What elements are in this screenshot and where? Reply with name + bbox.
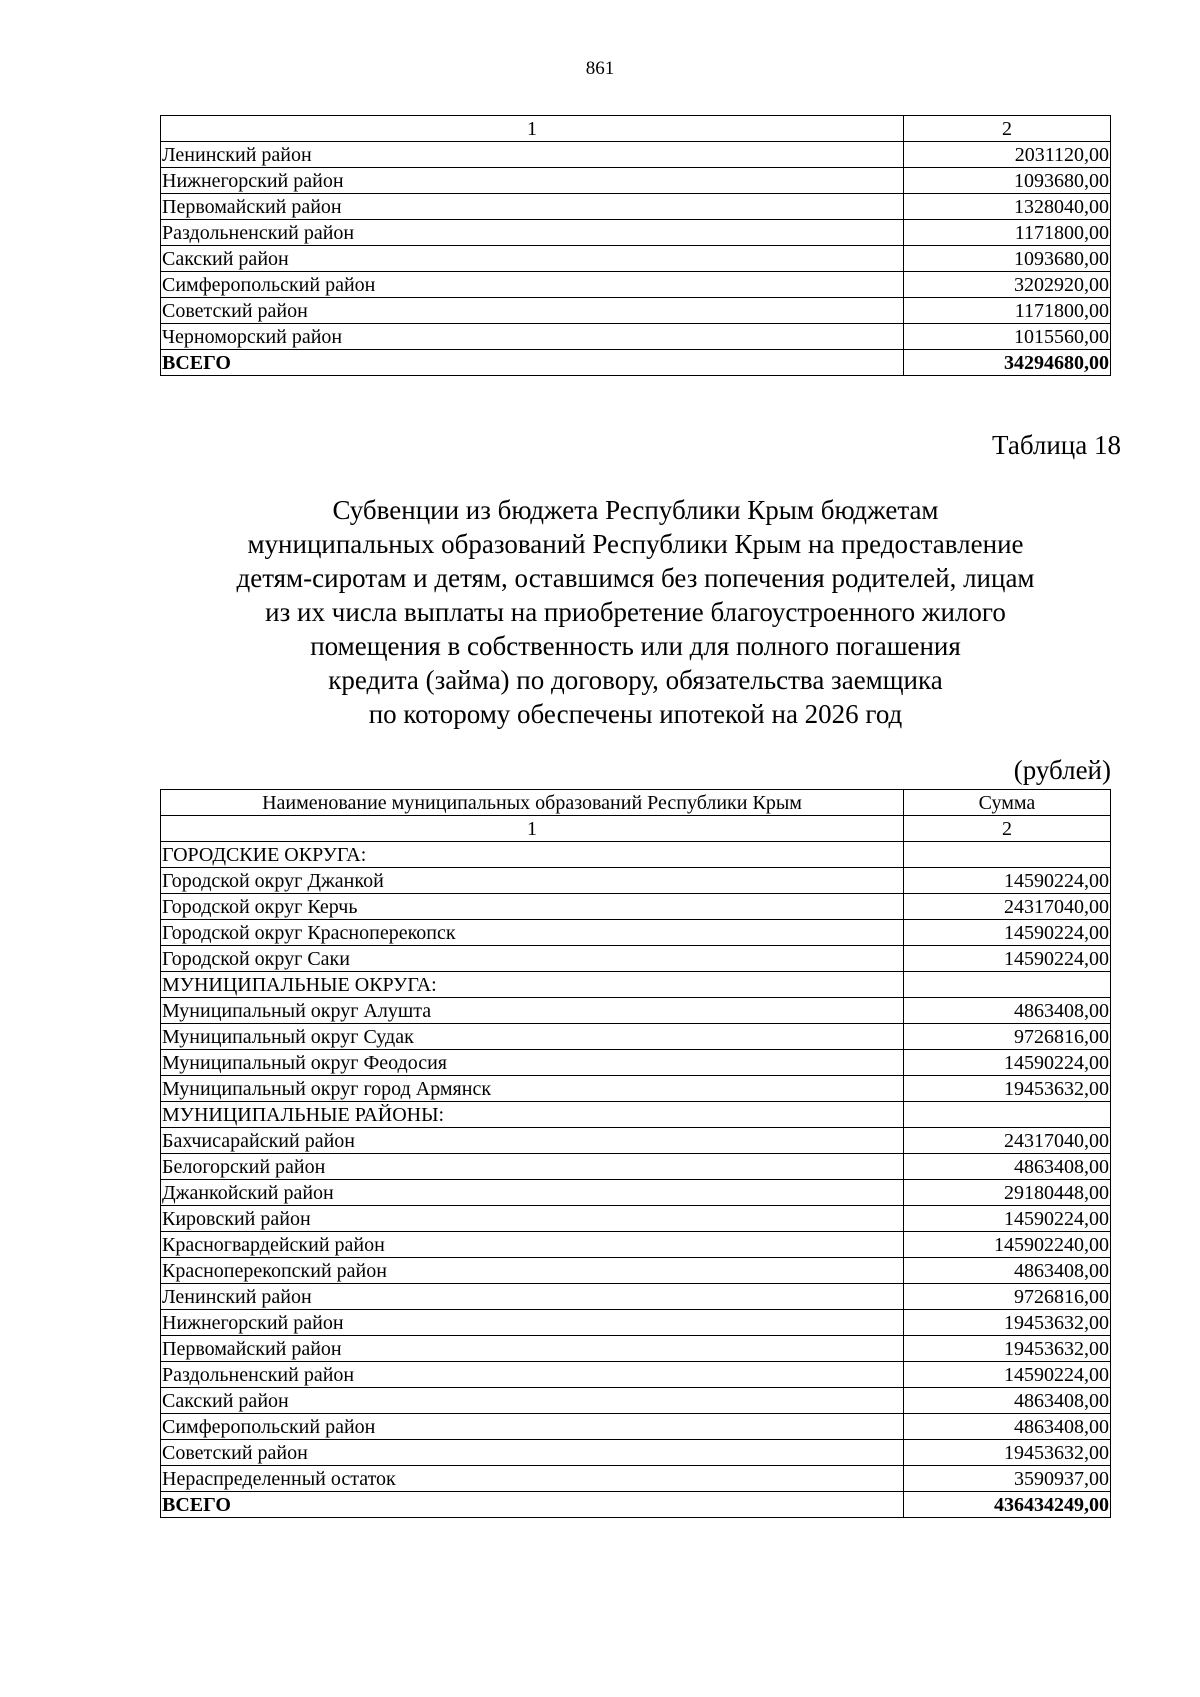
row-value: 19453632,00 [904, 1310, 1111, 1336]
row-name: Советский район [161, 1440, 904, 1466]
section-header-row [161, 1102, 1111, 1128]
total-label: ВСЕГО [161, 350, 904, 376]
row-value: 14590224,00 [904, 920, 1111, 946]
column-header-name: Наименование муниципальных образований Республики Крым [161, 790, 904, 816]
total-row [161, 1492, 1111, 1518]
row-name: Муниципальный округ город Армянск [161, 1076, 904, 1102]
row-value: 1171800,00 [904, 298, 1111, 324]
section-header-row [161, 972, 1111, 998]
table-row [161, 1258, 1111, 1284]
row-value: 29180448,00 [904, 1180, 1111, 1206]
subventions-table [160, 789, 1111, 1518]
row-value: 4863408,00 [904, 1154, 1111, 1180]
row-value: 9726816,00 [904, 1024, 1111, 1050]
table-row [161, 1024, 1111, 1050]
table-row [161, 1050, 1111, 1076]
row-name: МУНИЦИПАЛЬНЫЕ РАЙОНЫ: [161, 1102, 904, 1128]
row-name: Ленинский район [161, 1284, 904, 1310]
title-line: муниципальных образований Республики Крым на предоставление [247, 529, 1024, 559]
table-column-numbers-row [161, 816, 1111, 842]
table-header-row [161, 116, 1111, 142]
row-name: Бахчисарайский район [161, 1128, 904, 1154]
row-value: 4863408,00 [904, 1414, 1111, 1440]
row-value: 145902240,00 [904, 1232, 1111, 1258]
row-name: Ленинский район [161, 142, 904, 168]
table-row [161, 1362, 1111, 1388]
row-name: Сакский район [161, 246, 904, 272]
row-value: 14590224,00 [904, 868, 1111, 894]
table-row [161, 1336, 1111, 1362]
title-line: Субвенции из бюджета Республики Крым бюджетам [332, 495, 939, 525]
row-value: 24317040,00 [904, 1128, 1111, 1154]
title-line: детям-сиротам и детям, оставшимся без попечения родителей, лицам [236, 563, 1035, 593]
table-row [161, 868, 1111, 894]
row-value [904, 972, 1111, 998]
row-value: 1093680,00 [904, 246, 1111, 272]
row-name: Белогорский район [161, 1154, 904, 1180]
total-row [161, 350, 1111, 376]
row-name: Нераспределенный остаток [161, 1466, 904, 1492]
row-name: Красноперекопский район [161, 1258, 904, 1284]
table-row [161, 1414, 1111, 1440]
row-name: Городской округ Керчь [161, 894, 904, 920]
table-row [161, 1076, 1111, 1102]
row-name: Раздольненский район [161, 1362, 904, 1388]
table-row [161, 1154, 1111, 1180]
row-name: ГОРОДСКИЕ ОКРУГА: [161, 842, 904, 868]
row-name: Красногвардейский район [161, 1232, 904, 1258]
row-value: 14590224,00 [904, 1206, 1111, 1232]
table-row [161, 1232, 1111, 1258]
row-value: 19453632,00 [904, 1440, 1111, 1466]
row-value: 14590224,00 [904, 1050, 1111, 1076]
table-row [161, 220, 1111, 246]
row-name: Джанкойский район [161, 1180, 904, 1206]
title-line: по которому обеспечены ипотекой на 2026 год [368, 699, 903, 729]
title-line: из их числа выплаты на приобретение благоустроенного жилого [265, 597, 1006, 627]
row-name: Симферопольский район [161, 272, 904, 298]
table-row [161, 1284, 1111, 1310]
row-name: Муниципальный округ Феодосия [161, 1050, 904, 1076]
row-name: МУНИЦИПАЛЬНЫЕ ОКРУГА: [161, 972, 904, 998]
total-value: 436434249,00 [904, 1492, 1111, 1518]
column-number-1: 1 [161, 816, 904, 842]
total-label: ВСЕГО [161, 1492, 904, 1518]
row-value: 14590224,00 [904, 1362, 1111, 1388]
table-row [161, 324, 1111, 350]
row-value: 4863408,00 [904, 998, 1111, 1024]
row-name: Раздольненский район [161, 220, 904, 246]
table-row [161, 1128, 1111, 1154]
row-name: Городской округ Джанкой [161, 868, 904, 894]
table-row [161, 920, 1111, 946]
row-name: Кировский район [161, 1206, 904, 1232]
table-row [161, 1440, 1111, 1466]
table-row [161, 272, 1111, 298]
section-header-row [161, 842, 1111, 868]
row-value [904, 1102, 1111, 1128]
row-value: 1171800,00 [904, 220, 1111, 246]
column-number-2: 2 [904, 116, 1111, 142]
table-row [161, 1180, 1111, 1206]
title-line: помещения в собственность или для полного погашения [310, 631, 961, 661]
table-row [161, 246, 1111, 272]
row-name: Городской округ Саки [161, 946, 904, 972]
row-value: 24317040,00 [904, 894, 1111, 920]
table-continuation [160, 115, 1111, 376]
row-name: Первомайский район [161, 194, 904, 220]
table-header-row [161, 790, 1111, 816]
column-number-1: 1 [161, 116, 904, 142]
table-row [161, 946, 1111, 972]
row-value: 2031120,00 [904, 142, 1111, 168]
table-title [160, 493, 1111, 731]
row-name: Нижнегорский район [161, 168, 904, 194]
row-value: 19453632,00 [904, 1076, 1111, 1102]
title-line: кредита (займа) по договору, обязательства заемщика [328, 665, 943, 695]
table-row [161, 894, 1111, 920]
table-row [161, 194, 1111, 220]
table-row [161, 998, 1111, 1024]
column-header-sum: Сумма [904, 790, 1111, 816]
row-name: Черноморский район [161, 324, 904, 350]
row-name: Городской округ Красноперекопск [161, 920, 904, 946]
row-name: Симферопольский район [161, 1414, 904, 1440]
page-number: 861 [585, 58, 615, 79]
row-name: Муниципальный округ Судак [161, 1024, 904, 1050]
row-value: 19453632,00 [904, 1336, 1111, 1362]
row-value: 4863408,00 [904, 1388, 1111, 1414]
table-row [161, 1388, 1111, 1414]
table-row [161, 1206, 1111, 1232]
table-row [161, 1310, 1111, 1336]
row-value: 1015560,00 [904, 324, 1111, 350]
column-number-2: 2 [904, 816, 1111, 842]
table-row [161, 1466, 1111, 1492]
row-name: Нижнегорский район [161, 1310, 904, 1336]
row-name: Первомайский район [161, 1336, 904, 1362]
row-value: 3590937,00 [904, 1466, 1111, 1492]
row-value: 14590224,00 [904, 946, 1111, 972]
row-value: 9726816,00 [904, 1284, 1111, 1310]
table-label: Таблица 18 [992, 430, 1121, 460]
row-value [904, 842, 1111, 868]
row-value: 3202920,00 [904, 272, 1111, 298]
row-name: Сакский район [161, 1388, 904, 1414]
row-name: Советский район [161, 298, 904, 324]
total-value: 34294680,00 [904, 350, 1111, 376]
row-value: 4863408,00 [904, 1258, 1111, 1284]
row-value: 1093680,00 [904, 168, 1111, 194]
row-value: 1328040,00 [904, 194, 1111, 220]
units-label: (рублей) [1013, 755, 1111, 785]
row-name: Муниципальный округ Алушта [161, 998, 904, 1024]
table-row [161, 298, 1111, 324]
table-row [161, 142, 1111, 168]
table-row [161, 168, 1111, 194]
